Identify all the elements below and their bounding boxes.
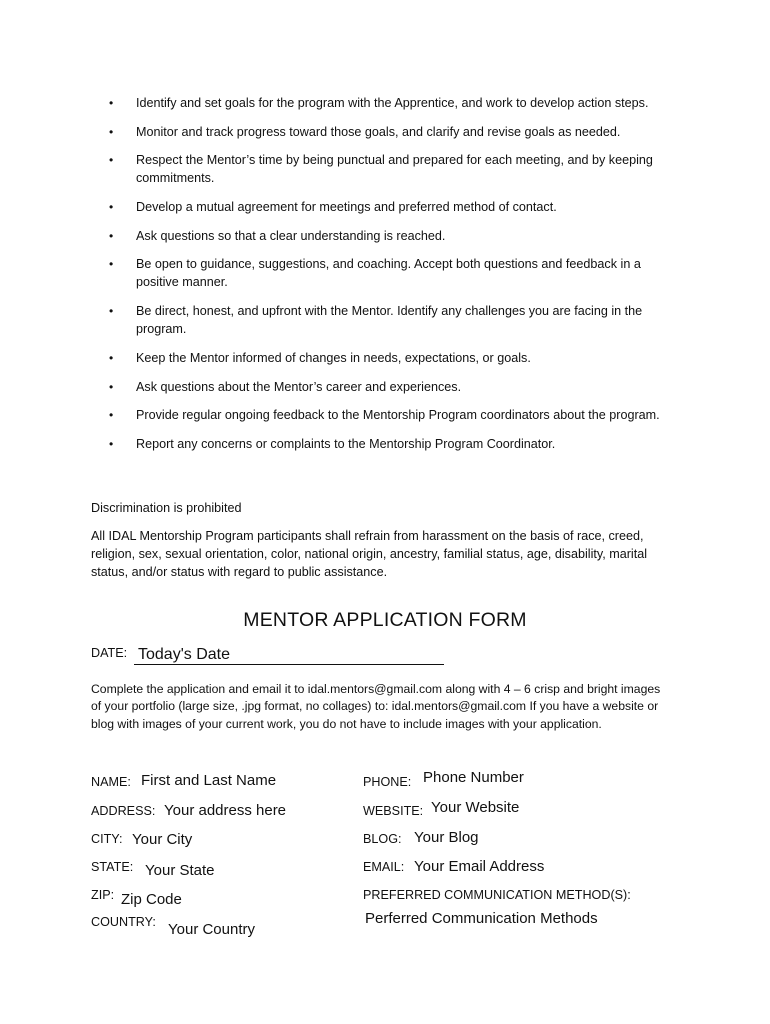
address-field[interactable]: Your address here bbox=[164, 802, 287, 819]
name-label: NAME: bbox=[91, 775, 131, 789]
list-item-text: Provide regular ongoing feedback to the Mentorship Program coordinators about the program. bbox=[136, 408, 660, 423]
date-value[interactable]: Today's Date bbox=[138, 646, 230, 663]
address-label: ADDRESS: bbox=[91, 804, 156, 818]
phone-label: PHONE: bbox=[363, 775, 412, 789]
phone-field[interactable]: Phone Number bbox=[423, 769, 524, 786]
bullet-icon: • bbox=[109, 304, 114, 319]
list-item bbox=[109, 94, 675, 112]
list-item bbox=[109, 198, 675, 216]
responsibilities-list bbox=[109, 94, 675, 464]
bullet-icon: • bbox=[109, 436, 114, 451]
bullet-icon: • bbox=[109, 408, 114, 423]
list-item bbox=[109, 406, 675, 424]
list-item bbox=[109, 378, 675, 396]
list-item bbox=[109, 123, 675, 141]
website-label: WEBSITE: bbox=[363, 804, 424, 818]
website-field[interactable]: Your Website bbox=[431, 799, 520, 816]
list-item bbox=[109, 349, 675, 367]
list-item-text: Be open to guidance, suggestions, and coaching. Accept both questions and feedback in a positive manner. bbox=[136, 257, 641, 290]
name-field[interactable]: First and Last Name bbox=[141, 772, 277, 789]
zip-field[interactable]: Zip Code bbox=[121, 891, 182, 908]
list-item bbox=[109, 435, 675, 453]
bullet-icon: • bbox=[109, 257, 114, 272]
country-field[interactable]: Your Country bbox=[168, 921, 255, 938]
state-field[interactable]: Your State bbox=[145, 862, 215, 879]
list-item-text: Report any concerns or complaints to the Mentorship Program Coordinator. bbox=[136, 436, 556, 451]
bullet-icon: • bbox=[109, 96, 114, 110]
zip-label: ZIP: bbox=[91, 888, 115, 902]
communication-field[interactable]: Perferred Communication Methods bbox=[365, 910, 598, 927]
list-item-text: Be direct, honest, and upfront with the Mentor. Identify any challenges you are facing in the program. bbox=[136, 304, 643, 337]
discrimination-title: Discrimination is prohibited bbox=[91, 501, 242, 515]
email-label: EMAIL: bbox=[363, 860, 405, 874]
bullet-icon: • bbox=[109, 124, 114, 139]
list-item-text: Monitor and track progress toward those goals, and clarify and revise goals as needed. bbox=[136, 124, 621, 139]
list-item-text: Ask questions about the Mentor’s career and experiences. bbox=[136, 379, 462, 394]
bullet-icon: • bbox=[109, 153, 114, 168]
form-instructions: Complete the application and email it to idal.mentors@gmail.com along with 4 – 6 crisp and bright images of your portfolio (large size, .jpg format, no collages) to: idal.mentors@gmail.com If you have a website or blog with images of your current work, you do not have to include images with your application. bbox=[91, 682, 661, 731]
email-field[interactable]: Your Email Address bbox=[414, 858, 545, 875]
list-item-text: Keep the Mentor informed of changes in needs, expectations, or goals. bbox=[136, 350, 531, 365]
list-item-text: Identify and set goals for the program with the Apprentice, and work to develop action steps. bbox=[136, 96, 649, 110]
discrimination-text: All IDAL Mentorship Program participants shall refrain from harassment on the basis of race, creed, religion, sex, sexual orientation, color, national origin, ancestry, familial status, age, disability, marital status, and/or status with regard to public assistance. bbox=[91, 529, 648, 579]
list-item-text: Ask questions so that a clear understanding is reached. bbox=[136, 228, 446, 243]
communication-label: PREFERRED COMMUNICATION METHOD(S): bbox=[363, 888, 631, 902]
list-item bbox=[109, 227, 675, 245]
list-item-text: Respect the Mentor’s time by being punctual and prepared for each meeting, and by keeping commitments. bbox=[136, 153, 653, 186]
list-item-text: Develop a mutual agreement for meetings and preferred method of contact. bbox=[136, 200, 557, 215]
bullet-icon: • bbox=[109, 379, 114, 394]
list-item bbox=[109, 151, 675, 187]
list-item bbox=[109, 302, 675, 338]
country-label: COUNTRY: bbox=[91, 915, 156, 929]
city-field[interactable]: Your City bbox=[132, 831, 193, 848]
bullet-icon: • bbox=[109, 200, 114, 215]
bullet-icon: • bbox=[109, 228, 114, 243]
state-label: STATE: bbox=[91, 860, 134, 874]
list-item bbox=[109, 255, 675, 291]
bullet-icon: • bbox=[109, 350, 114, 365]
form-title: MENTOR APPLICATION FORM bbox=[243, 609, 527, 631]
blog-label: BLOG: bbox=[363, 832, 402, 846]
blog-field[interactable]: Your Blog bbox=[414, 829, 479, 846]
city-label: CITY: bbox=[91, 832, 123, 846]
date-label: DATE: bbox=[91, 646, 128, 660]
